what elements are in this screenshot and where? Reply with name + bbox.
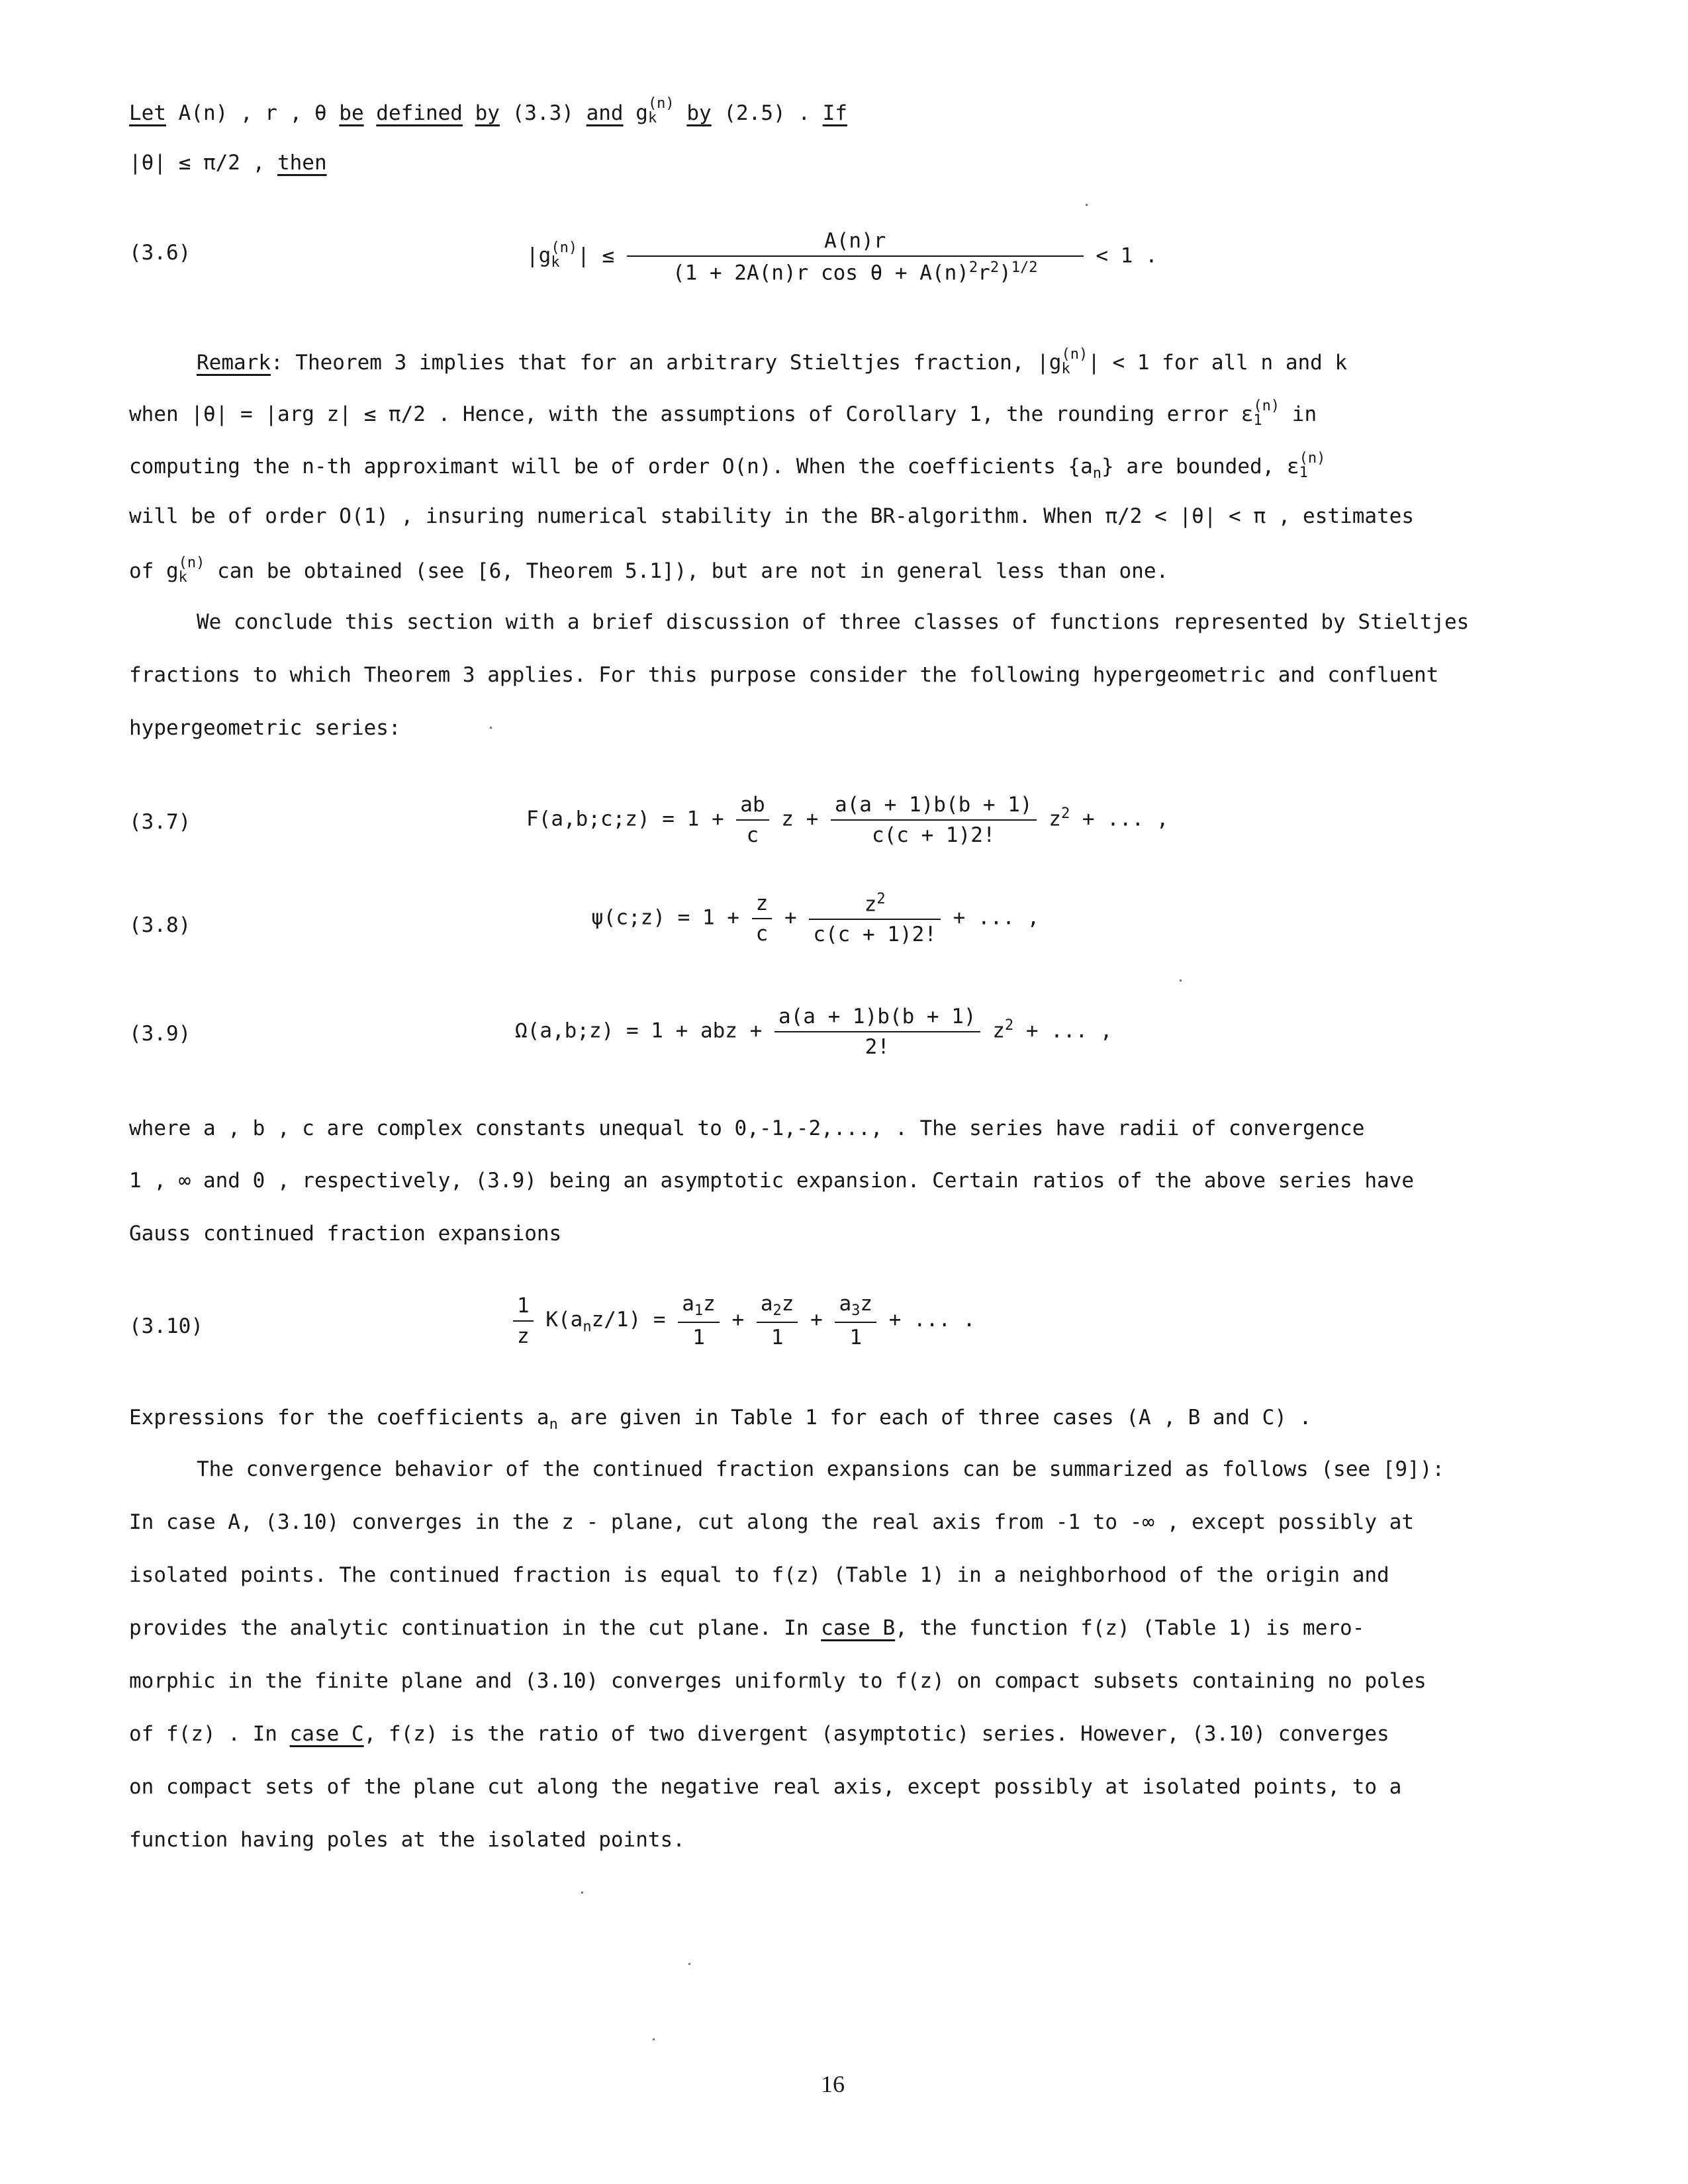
equation-number-3-7: (3.7): [129, 810, 191, 834]
equation-3-9: Ω(a,b;z) = 1 + abz + $\frac{a(a + 1)b(b + 1)}{2!}$ $z^2$ + ... ,: [515, 1005, 1113, 1059]
equation-3-7: F(a,b;c;z) = 1 + $\frac{ab}{c}$ z + $\frac{a(a + 1)b(b + 1)}{c(c + 1)2!}$ $z^2$ + ... ,: [526, 793, 1169, 847]
paragraph-3-line-3: Gauss continued fraction expansions: [129, 1222, 562, 1246]
equation-number-3-9: (3.9): [129, 1022, 191, 1046]
fraction-3-6: $\frac{A(n)r}{(1 + 2A(n)r \cos \theta + A(n)^2r^2)^{1/2}}$: [627, 229, 1084, 285]
remark-label: Remark: [197, 351, 271, 375]
remark-line-1: Remark: Theorem 3 implies that for an arbitrary Stieltjes fraction, |g (n) k | < 1 for all n and k: [197, 346, 1348, 377]
paragraph-5-line-2: In case A, (3.10) converges in the z - plane, cut along the real axis from -1 to -∞ , except possibly at: [129, 1510, 1415, 1534]
remark-line-5: of g (n) k can be obtained (see [6, Theorem 5.1]), but are not in general less than one.: [129, 555, 1169, 586]
paragraph-2-line-3: hypergeometric series:: [129, 716, 401, 740]
paragraph-5-line-4: provides the analytic continuation in the cut plane. In case B, the function f(z) (Table 1) is mero-: [129, 1616, 1365, 1640]
fraction-a1z: $\frac{a_1z}{1}$: [678, 1292, 720, 1349]
equation-3-10: $\frac{1}{z}$ $K(a_nz/1)$ = $\frac{a_1z}{1}$ + $\frac{a_2z}{1}$ + $\frac{a_3z}{1}$ + ... .: [513, 1292, 975, 1349]
equation-number-3-8: (3.8): [129, 913, 191, 937]
case-b-label: case B: [821, 1616, 896, 1640]
fraction-3-8: $\frac{z^2}{c(c + 1)2!}$: [809, 891, 941, 946]
equation-number-3-10: (3.10): [129, 1314, 203, 1338]
paragraph-5-line-6: of f(z) . In case C, f(z) is the ratio of two divergent (asymptotic) series. However, (3.10) converges: [129, 1722, 1389, 1746]
fraction-ab-over-c: $\frac{ab}{c}$: [736, 793, 769, 847]
scan-speck: [1180, 979, 1182, 981]
scan-speck: [688, 1963, 690, 1965]
fraction-z-over-c: $\frac{z}{c}$: [752, 891, 773, 946]
paragraph-2-line-1: We conclude this section with a brief discussion of three classes of functions represented by Stieltjes: [197, 610, 1470, 634]
remark-line-4: will be of order O(1) , insuring numerical stability in the BR-algorithm. When π/2 < |θ| < π , estimates: [129, 504, 1415, 528]
case-c-label: case C: [289, 1722, 364, 1746]
paragraph-3-line-1: where a , b , c are complex constants unequal to 0,-1,-2,..., . The series have radii of convergence: [129, 1116, 1365, 1140]
paragraph-4-line-1: Expressions for the coefficients $a_n$ are given in Table 1 for each of three cases (A , B and C) .: [129, 1406, 1312, 1433]
fraction-3-9: $\frac{a(a + 1)b(b + 1)}{2!}$: [774, 1005, 980, 1059]
fraction-1-over-z: $\frac{1}{z}$: [513, 1294, 534, 1348]
paragraph-3-line-2: 1 , ∞ and 0 , respectively, (3.9) being an asymptotic expansion. Certain ratios of the above series have: [129, 1169, 1415, 1193]
fraction-a3z: $\frac{a_3z}{1}$: [835, 1292, 876, 1349]
paragraph-5-line-3: isolated points. The continued fraction is equal to f(z) (Table 1) in a neighborhood of the origin and: [129, 1563, 1389, 1587]
paragraph-5-line-5: morphic in the finite plane and (3.10) converges uniformly to f(z) on compact subsets containing no poles: [129, 1669, 1427, 1693]
equation-3-6: |g (n) k | ≤ $\frac{A(n)r}{(1 + 2A(n)r \cos \theta + A(n)^2r^2)^{1/2}}$ < 1 .: [526, 229, 1158, 285]
fraction-a2z: $\frac{a_2z}{1}$: [757, 1292, 798, 1349]
paragraph-2-line-2: fractions to which Theorem 3 applies. For this purpose consider the following hypergeometric and confluent: [129, 663, 1439, 687]
page-number: 16: [821, 2071, 845, 2097]
remark-line-2: when |θ| = |arg z| ≤ π/2 . Hence, with the assumptions of Corollary 1, the rounding error ε (n) 1 in: [129, 398, 1317, 429]
equation-number-3-6: (3.6): [129, 241, 191, 265]
paragraph-5-line-1: The convergence behavior of the continued fraction expansions can be summarized as follows (see [9]):: [197, 1457, 1445, 1481]
word-then: then: [277, 151, 327, 175]
scan-speck: [490, 727, 492, 729]
scan-speck: [653, 2038, 655, 2040]
scan-speck: [1086, 204, 1088, 206]
paragraph-5-line-7: on compact sets of the plane cut along the negative real axis, except possibly at isolated points, to a: [129, 1775, 1402, 1799]
equation-3-8: ψ(c;z) = 1 + $\frac{z}{c}$ + $\frac{z^2}{c(c + 1)2!}$ + ... ,: [591, 891, 1040, 947]
paragraph-5-line-8: function having poles at the isolated points.: [129, 1828, 685, 1852]
word-let: Let: [129, 101, 166, 125]
fraction-3-7: $\frac{a(a + 1)b(b + 1)}{c(c + 1)2!}$: [831, 793, 1037, 847]
scan-speck: [581, 1891, 583, 1893]
header-line-1: Let A(n) , r , θ be defined by (3.3) and g (n) k by (2.5) . If: [129, 95, 847, 126]
header-line-2: |θ| ≤ π/2 , then: [129, 151, 327, 175]
remark-line-3: computing the n-th approximant will be of order O(n). When the coefficients $\{a_n\}$ are bounded, ε (n) 1: [129, 450, 1326, 482]
